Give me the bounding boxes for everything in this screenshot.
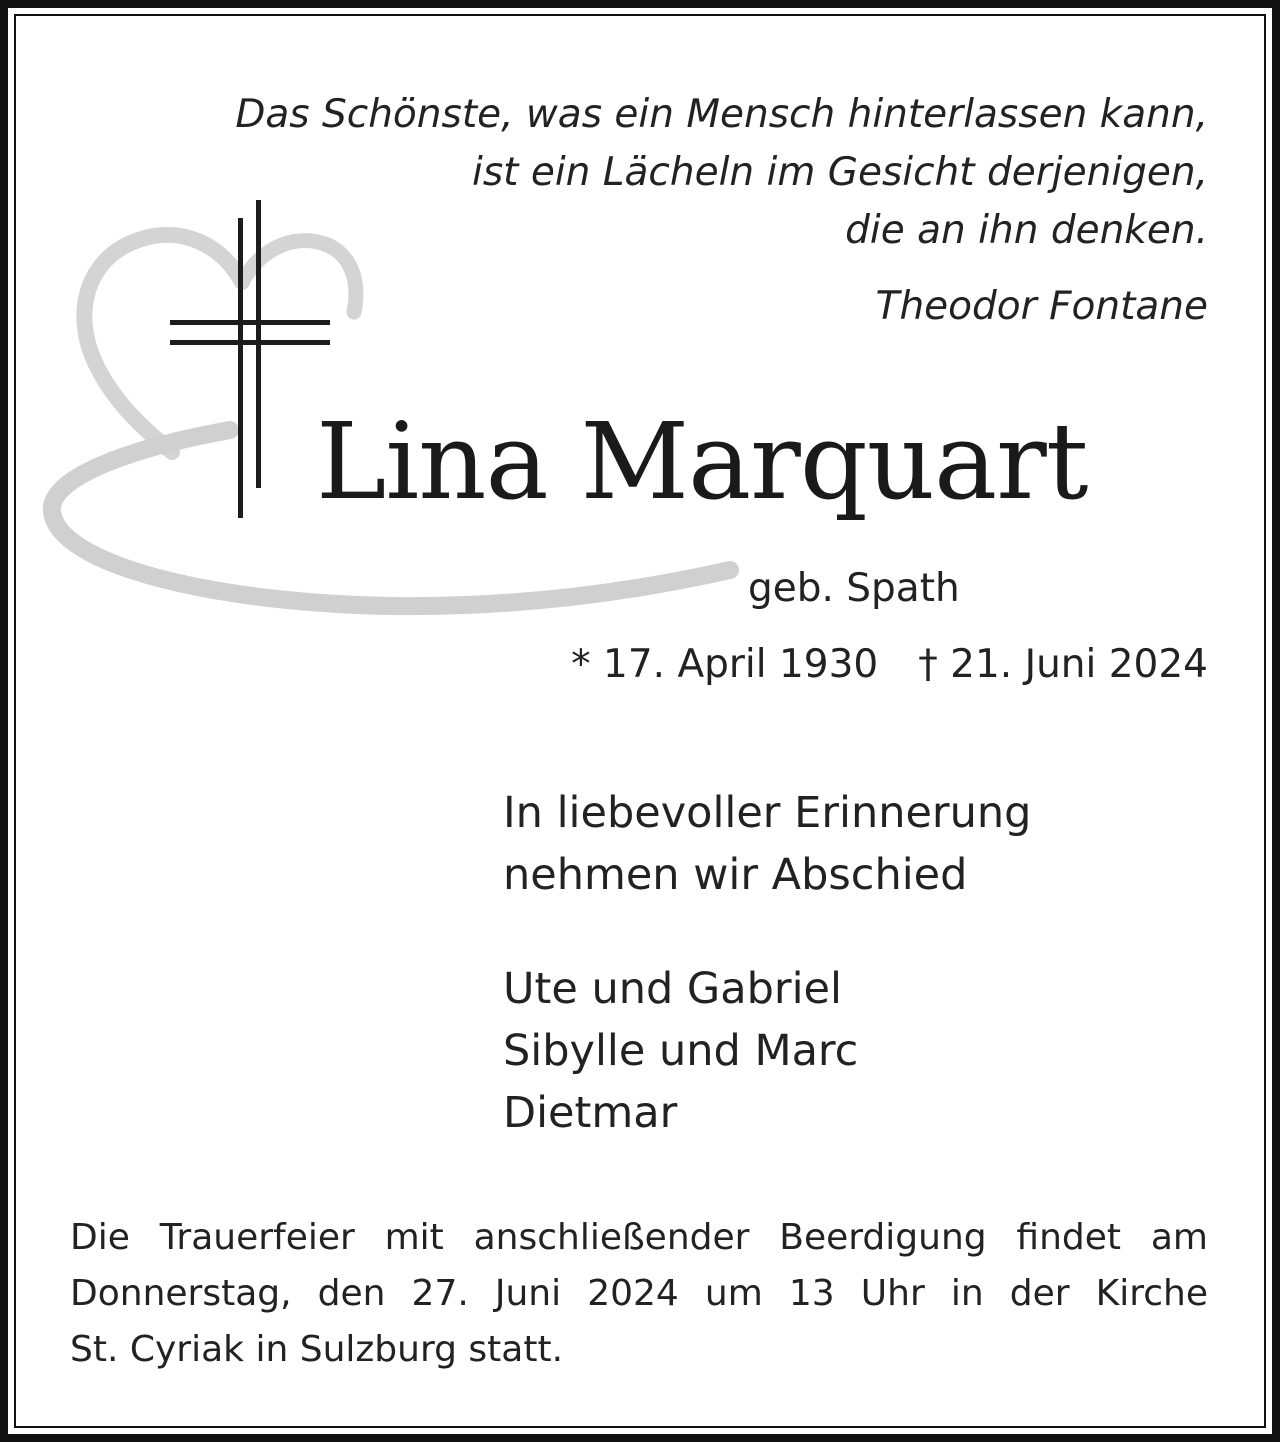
farewell-text: [503, 782, 1031, 906]
life-dates: [571, 638, 1208, 692]
farewell-line: In liebevoller Erinnerung: [503, 788, 1032, 838]
mourner-name: Dietmar: [503, 1088, 678, 1138]
quote-author: Theodor Fontane: [875, 284, 1208, 329]
service-line: Die Trauerfeier mit anschließender Beerdigung findet am: [70, 1217, 1208, 1258]
service-line: St. Cyriak in Sulzburg statt.: [70, 1329, 564, 1370]
funeral-service-info: [70, 1210, 1208, 1378]
mourner-name: Sibylle und Marc: [503, 1026, 859, 1076]
quote-line: Das Schönste, was ein Mensch hinterlassen kann,: [235, 92, 1208, 137]
quote-line: die an ihn denken.: [845, 208, 1208, 253]
death-date: † 21. Juni 2024: [918, 642, 1208, 687]
mourner-name: Ute und Gabriel: [503, 964, 842, 1014]
quote-line: ist ein Lächeln im Gesicht derjenigen,: [472, 150, 1208, 195]
mourners-list: [503, 958, 858, 1144]
birth-date: * 17. April 1930: [571, 642, 879, 687]
deceased-name: Lina Marquart: [316, 400, 1088, 523]
epigraph-quote: [235, 86, 1208, 260]
farewell-line: nehmen wir Abschied: [503, 850, 968, 900]
maiden-name: geb. Spath: [748, 566, 960, 611]
service-line: Donnerstag, den 27. Juni 2024 um 13 Uhr in der Kirche: [70, 1273, 1208, 1314]
